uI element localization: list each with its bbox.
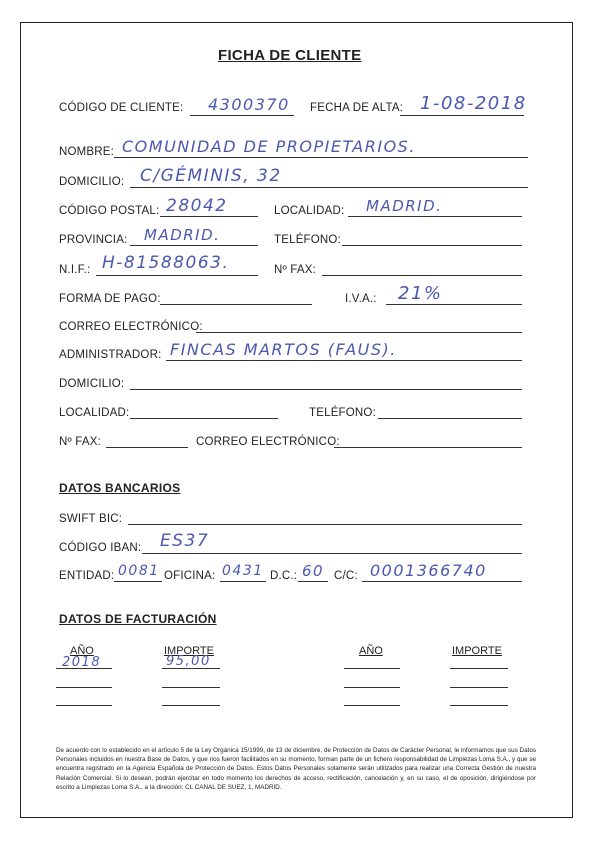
domicilio-value[interactable]: C/GÉMINIS, 32 bbox=[140, 166, 282, 186]
col-importe-1: IMPORTE bbox=[164, 645, 214, 657]
swift-label: SWIFT BIC: bbox=[59, 513, 123, 525]
adm-fax-label: Nº FAX: bbox=[59, 436, 102, 448]
codigo-postal-value[interactable]: 28042 bbox=[166, 196, 228, 216]
legal-notice: De acuerdo con lo establecido en el artículo 5 de la Ley Orgánica 15/1999, de 13 de diciembre, de Protección de Datos de Carácter Personal, le informamos que sus Datos Personales incluidos en nuestra Base de Datos, y que nos fueron facilitados en su momento, forman parte de un fichero responsabilidad de Limpiezas Loma S.A., y que se encuentra registrado en la Agencia Española de Protección de Datos. Estos Datos Personales solamente serán utilizados para realizar una Correcta Gestión de nuestra Relación Comercial. Si lo desean, podrán ejercitar en todo momento los derechos de acceso, rectificación, cancelación y, en su caso, el de oposición, dirigiéndose por escrito a Limpiezas Loma S.A., a la dirección: CL CANAL DE SUEZ, 1, MADRID. bbox=[56, 747, 536, 791]
provincia-label: PROVINCIA: bbox=[59, 234, 128, 246]
adm-domicilio-label: DOMICILIO: bbox=[59, 378, 125, 390]
codigo-postal-label: CÓDIGO POSTAL: bbox=[59, 205, 160, 217]
forma-pago-label: FORMA DE PAGO: bbox=[59, 293, 161, 305]
adm-telefono-label: TELÉFONO: bbox=[309, 407, 376, 419]
dc-value[interactable]: 60 bbox=[302, 562, 325, 580]
administrador-value[interactable]: FINCAS MARTOS (FAUS). bbox=[170, 340, 397, 359]
entidad-label: ENTIDAD: bbox=[59, 570, 115, 582]
cc-value[interactable]: 0001366740 bbox=[370, 561, 487, 580]
factura-ano-value[interactable]: 2018 bbox=[62, 655, 102, 670]
nif-label: N.I.F.: bbox=[59, 264, 91, 276]
iban-value[interactable]: ES37 bbox=[160, 531, 210, 551]
oficina-label: OFICINA: bbox=[164, 570, 216, 582]
localidad-value[interactable]: MADRID. bbox=[366, 197, 443, 215]
nombre-label: NOMBRE: bbox=[59, 146, 115, 158]
iva-label: I.V.A.: bbox=[345, 293, 377, 305]
telefono-label: TELÉFONO: bbox=[274, 234, 341, 246]
codigo-cliente-label: CÓDIGO DE CLIENTE: bbox=[59, 102, 184, 114]
iva-value[interactable]: 21% bbox=[398, 283, 443, 304]
adm-localidad-label: LOCALIDAD: bbox=[59, 407, 130, 419]
localidad-label: LOCALIDAD: bbox=[274, 205, 345, 217]
iban-label: CÓDIGO IBAN: bbox=[59, 542, 142, 554]
correo-label: CORREO ELECTRÓNICO: bbox=[59, 321, 203, 333]
fax-label: Nº FAX: bbox=[274, 264, 317, 276]
administrador-label: ADMINISTRADOR: bbox=[59, 349, 162, 361]
datos-facturacion-title: DATOS DE FACTURACIÓN bbox=[59, 612, 217, 626]
datos-bancarios-title: DATOS BANCARIOS bbox=[59, 481, 181, 495]
domicilio-label: DOMICILIO: bbox=[59, 176, 125, 188]
col-ano-2: AÑO bbox=[359, 645, 383, 657]
nif-value[interactable]: H-81588063. bbox=[102, 253, 230, 273]
codigo-cliente-value[interactable]: 4300370 bbox=[208, 95, 290, 114]
fecha-alta-value[interactable]: 1-08-2018 bbox=[420, 93, 527, 114]
nombre-value[interactable]: COMUNIDAD DE PROPIETARIOS. bbox=[122, 137, 416, 156]
oficina-value[interactable]: 0431 bbox=[222, 563, 264, 579]
col-ano-1: AÑO bbox=[70, 645, 94, 657]
col-importe-2: IMPORTE bbox=[452, 645, 502, 657]
page-title: FICHA DE CLIENTE bbox=[218, 47, 362, 64]
fecha-alta-label: FECHA DE ALTA: bbox=[310, 102, 404, 114]
cc-label: C/C: bbox=[334, 570, 358, 582]
factura-importe-value[interactable]: 95,00 bbox=[166, 654, 211, 669]
dc-label: D.C.: bbox=[270, 570, 298, 582]
adm-correo-label: CORREO ELECTRÓNICO: bbox=[196, 436, 340, 448]
provincia-value[interactable]: MADRID. bbox=[144, 226, 221, 244]
entidad-value[interactable]: 0081 bbox=[118, 563, 160, 579]
